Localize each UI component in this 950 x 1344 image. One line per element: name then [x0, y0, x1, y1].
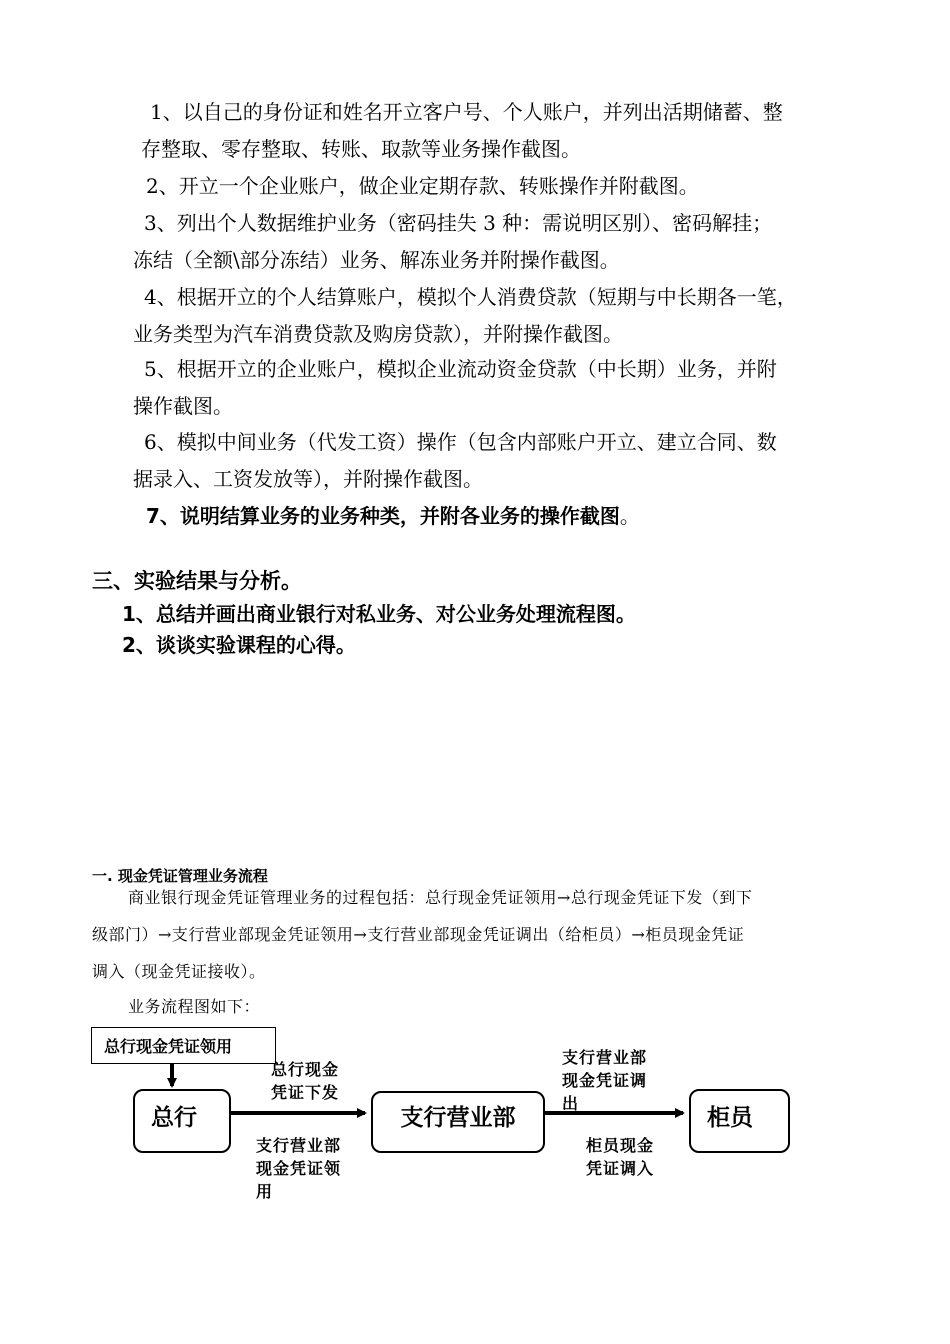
edge-label-line: 凭证下发	[271, 1083, 340, 1102]
edge-label-head-to-branch-bottom	[256, 1134, 341, 1203]
edge-label-line: 现金凭证调	[562, 1071, 648, 1090]
edge-label-line: 出	[562, 1094, 580, 1113]
task-4-line-1: 4、根据开立的个人结算账户，模拟个人消费贷款（短期与中长期各一笔，	[144, 285, 797, 309]
task-4-line-2: 业务类型为汽车消费贷款及购房贷款），并附操作截图。	[133, 322, 623, 346]
edge-label-line: 凭证调入	[586, 1159, 655, 1178]
task-6-line-2: 据录入、工资发放等），并附操作截图。	[133, 467, 483, 491]
task-1-line-1: 1、以自己的身份证和姓名开立客户号、个人账户，并列出活期储蓄、整	[150, 100, 783, 124]
task-5-line-1: 5、根据开立的企业账户，模拟企业流动资金贷款（中长期）业务，并附	[144, 357, 777, 381]
section-3-item-1: 1、总结并画出商业银行对私业务、对公业务处理流程图。	[122, 602, 636, 626]
node-head-office: 总行	[133, 1089, 231, 1153]
task-6-line-1: 6、模拟中间业务（代发工资）操作（包含内部账户开立、建立合同、数	[144, 430, 777, 454]
node-branch-office: 支行营业部	[371, 1091, 545, 1153]
section-3-heading: 三、实验结果与分析。	[92, 569, 302, 593]
start-node-head-office-receive: 总行现金凭证领用	[91, 1027, 276, 1064]
node-teller: 柜员	[689, 1089, 790, 1153]
task-1-line-2: 存整取、零存整取、转账、取款等业务操作截图。	[141, 137, 581, 161]
edge-label-line: 柜员现金	[586, 1136, 655, 1155]
flow-paragraph-line-1: 商业银行现金凭证管理业务的过程包括：总行现金凭证领用→总行现金凭证下发（到下	[128, 888, 753, 907]
task-7-bold-text: 7、说明结算业务的业务种类，并附各业务的操作截图	[146, 504, 620, 528]
edge-label-line: 用	[256, 1182, 274, 1201]
edge-label-line: 现金凭证领	[256, 1159, 342, 1178]
task-3-line-2: 冻结（全额\部分冻结）业务、解冻业务并附操作截图。	[133, 248, 620, 272]
task-3-line-1: 3、列出个人数据维护业务（密码挂失 3 种：需说明区别）、密码解挂；	[144, 211, 773, 235]
edge-label-line: 支行营业部	[562, 1048, 648, 1067]
flow-section-heading: 一. 现金凭证管理业务流程	[92, 867, 268, 885]
flow-paragraph-line-3: 调入（现金凭证接收）。	[92, 962, 266, 981]
task-2-line-1: 2、开立一个企业账户，做企业定期存款、转账操作并附截图。	[146, 174, 699, 198]
edge-label-line: 总行现金	[271, 1060, 340, 1079]
edge-label-head-to-branch-top	[271, 1058, 339, 1104]
edge-label-branch-to-teller-top	[562, 1046, 647, 1115]
edge-label-branch-to-teller-bottom	[586, 1134, 654, 1180]
task-5-line-2: 操作截图。	[133, 394, 233, 418]
flow-paragraph-line-2: 级部门）→支行营业部现金凭证领用→支行营业部现金凭证调出（给柜员）→柜员现金凭证	[92, 925, 745, 944]
edge-label-line: 支行营业部	[256, 1136, 342, 1155]
flow-diagram-intro: 业务流程图如下：	[128, 997, 261, 1016]
task-7-period: 。	[619, 504, 640, 528]
section-3-item-2: 2、谈谈实验课程的心得。	[122, 633, 356, 657]
